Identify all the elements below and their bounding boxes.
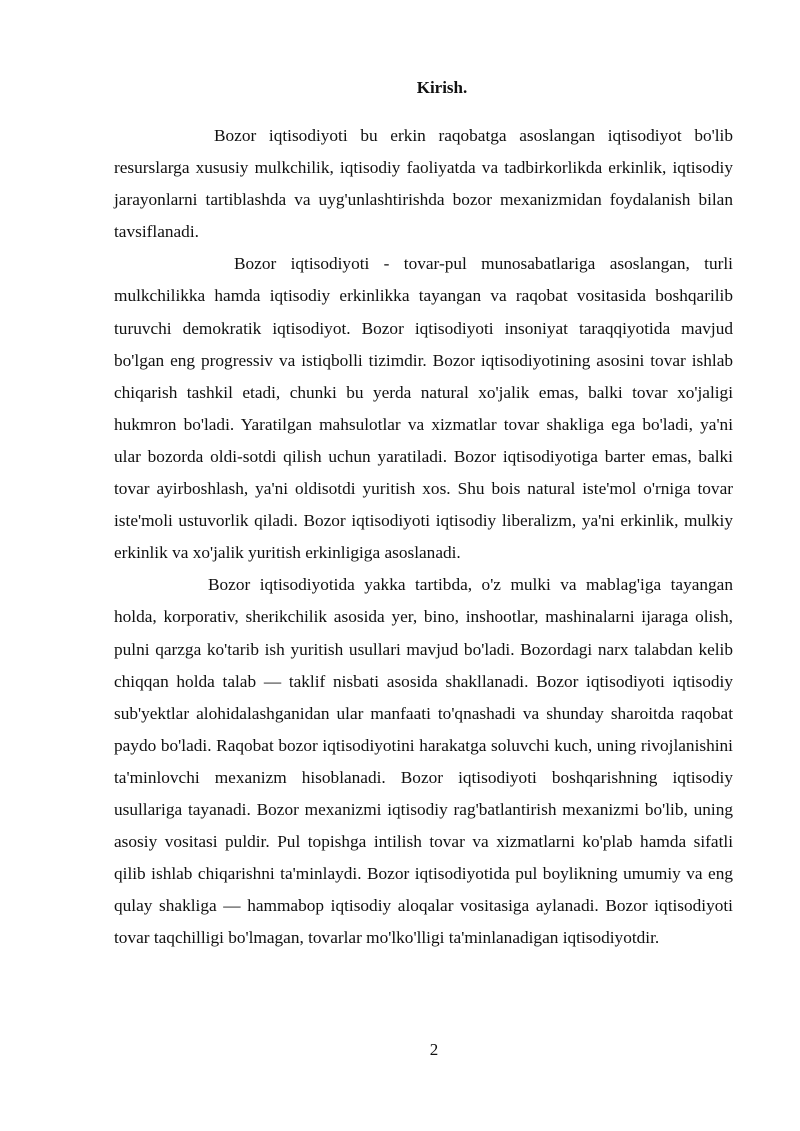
paragraph-1: Bozor iqtisodiyoti bu erkin raqobatga asoslangan iqtisodiyot bo'lib resurslarga xususiy mulkchilik, iqtisodiy faoliyatda va tadbirkorlikda erkinlik, iqtisodiy jarayonlarni tartiblashda va uyg'unlashtirishda bozor mexanizmidan foydalanish bilan tavsiflanadi. [114,126,733,242]
page-number: 2 [429,1040,439,1059]
section-title: Kirish. [416,78,468,97]
paragraph-3: Bozor iqtisodiyotida yakka tartibda, o'z mulki va mablag'iga tayangan holda, korporativ, sherikchilik asosida yer, bino, inshootlar, mashinalarni ijaraga olish, pulni qarzga ko'tarib ish yuritish usullari mavjud bo'ladi. Bozordagi narx talabdan kelib chiqqan holda talab — taklif nisbati asosida shakllanadi. Bozor iqtisodiyoti iqtisodiy sub'yektlar alohidalashganidan ular manfaati to'qnashadi va shunday sharoitda raqobat paydo bo'ladi. Raqobat bozor iqtisodiyotini harakatga soluvchi kuch, uning rivojlanishini ta'minlovchi mexanizm hisoblanadi. Bozor iqtisodiyoti boshqarishning iqtisodiy usullariga tayanadi. Bozor mexanizmi iqtisodiy rag'batlantirish mexanizmi bo'lib, uning asosiy vositasi puldir. Pul topishga intilish tovar va xizmatlarni ko'plab hamda sifatli qilib ishlab chiqarishni ta'minlaydi. Bozor iqtisodiyotida pul boylikning umumiy va eng qulay shakliga — hammabop iqtisodiy aloqalar vositasiga aylanadi. Bozor iqtisodiyoti tovar taqchilligi bo'lmagan, tovarlar mo'lko'lligi ta'minlanadigan iqtisodiyotdir. [114,575,733,948]
paragraph-2: Bozor iqtisodiyoti - tovar-pul munosabatlariga asoslangan, turli mulkchilikka hamda iqtisodiy erkinlikka tayangan va raqobat vositasida boshqarilib turuvchi demokratik iqtisodiyot. Bozor iqtisodiyoti insoniyat taraqqiyotida mavjud bo'lgan eng progressiv va istiqbolli tizimdir. Bozor iqtisodiyotining asosini tovar ishlab chiqarish tashkil etadi, chunki bu yerda natural xo'jalik emas, balki tovar xo'jaligi hukmron bo'ladi. Yaratilgan mahsulotlar va xizmatlar tovar shakliga ega bo'ladi, ya'ni ular bozorda oldi-sotdi qilish uchun yaratiladi. Bozor iqtisodiyotiga barter emas, balki tovar ayirboshlash, ya'ni oldisotdi yuritish xos. Shu bois natural iste'mol o'rniga tovar iste'moli ustuvorlik qiladi. Bozor iqtisodiyoti iqtisodiy liberalizm, ya'ni erkinlik, mulkiy erkinlik va xo'jalik yuritish erkinligiga asoslanadi. [114,254,733,563]
document-body [114,120,733,954]
